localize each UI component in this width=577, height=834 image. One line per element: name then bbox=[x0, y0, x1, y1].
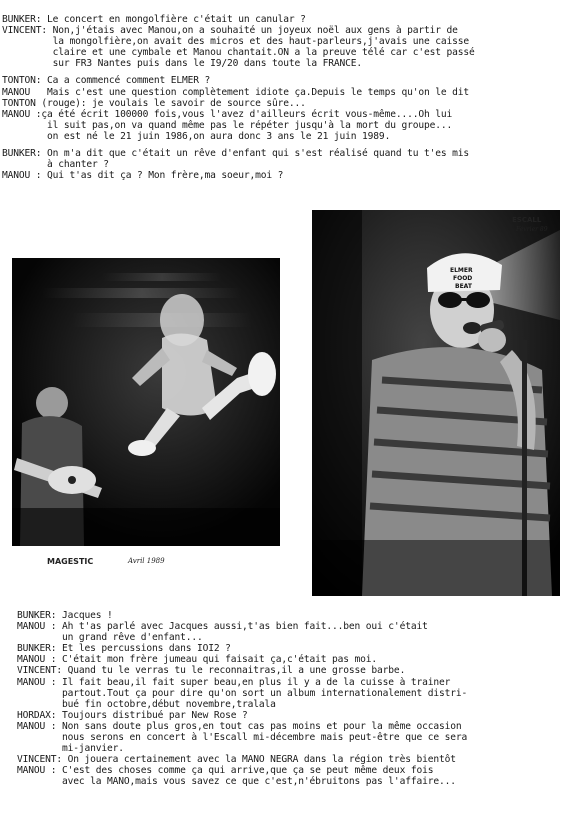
bottom-interview-line: MANOU : C'était mon frère jumeau qui faisait ça,c'était pas moi. bbox=[17, 654, 378, 666]
bottom-interview-line: MANOU : C'est des choses comme ça qui arrive,que ça se peut même deux fois bbox=[17, 765, 434, 777]
bottom-interview-line: HORDAX: Toujours distribué par New Rose ? bbox=[17, 709, 248, 721]
bottom-interview-line: partout.Tout ça pour dire qu'on sort un album internationalement distri- bbox=[17, 687, 468, 699]
bottom-interview-line: VINCENT: On jouera certainement avec la MANO NEGRA dans la région très bientôt bbox=[17, 754, 456, 766]
bottom-interview-line: nous serons en concert à l'Escall mi-décembre mais peut-être que ce sera bbox=[17, 732, 468, 744]
top-interview-line: claire et une cymbale et Manou chantait.ON a la preuve télé car c'est passé bbox=[2, 47, 475, 59]
top-interview-line: BUNKER: Le concert en mongolfière c'était un canular ? bbox=[2, 14, 306, 25]
top-interview-line: MANOU Mais c'est une question complètement idiote ça.Depuis le temps qu'on le dit bbox=[2, 86, 469, 98]
bottom-interview-line: BUNKER: Jacques ! bbox=[17, 610, 113, 621]
svg-text:BEAT: BEAT bbox=[455, 283, 472, 290]
bottom-interview-line: un grand rêve d'enfant... bbox=[17, 632, 203, 644]
bottom-interview-line: bué fin octobre,début novembre,tralala bbox=[17, 698, 276, 710]
top-interview-line: TONTON: Ca a commencé comment ELMER ? bbox=[2, 75, 211, 87]
top-interview-line: MANOU : Qui t'as dit ça ? Mon frère,ma soeur,moi ? bbox=[2, 170, 284, 182]
bottom-interview-line: mi-janvier. bbox=[17, 743, 124, 755]
svg-text:FOOD: FOOD bbox=[453, 275, 473, 282]
top-interview-text bbox=[2, 14, 475, 181]
bottom-interview-line: MANOU : Ah t'as parlé avec Jacques aussi,t'as bien fait...ben oui c'était bbox=[17, 621, 428, 633]
bottom-interview-text bbox=[17, 610, 467, 788]
bottom-interview-line: avec la MANO,mais vous savez ce que c'est,n'ébruitons pas l'affaire... bbox=[17, 776, 456, 788]
top-interview-line: sur FR3 Nantes puis dans le I9/20 dans toute la FRANCE. bbox=[2, 58, 363, 70]
right-photo-caption: ESCALL bbox=[512, 216, 542, 224]
top-interview-line: TONTON (rouge): je voulais le savoir de source sûre... bbox=[2, 97, 306, 109]
top-interview-line: à chanter ? bbox=[2, 159, 109, 171]
right-concert-photo bbox=[312, 210, 560, 596]
bottom-interview-line: BUNKER: Et les percussions dans IOI2 ? bbox=[17, 643, 231, 655]
bottom-interview-line: VINCENT: Quand tu le verras tu le reconnaitras,il a une grosse barbe. bbox=[17, 665, 406, 677]
top-interview-line: on est né le 21 juin 1986,on aura donc 3 ans le 21 juin 1989. bbox=[2, 130, 391, 142]
svg-text:ELMER: ELMER bbox=[450, 267, 473, 274]
bottom-interview-line: MANOU : Il fait beau,il fait super beau,en plus il y a de la cuisse à trainer bbox=[17, 676, 451, 688]
top-interview-line: il suit pas,on va quand même pas le répéter jusqu'à la mort du groupe... bbox=[2, 119, 453, 131]
left-photo-date: Avril 1989 bbox=[128, 557, 165, 565]
top-interview-line: MANOU :ça été écrit 100000 fois,vous l'avez d'ailleurs écrit vous-même....Oh lui bbox=[2, 108, 453, 120]
top-interview-line: la mongolfière,on avait des micros et des haut-parleurs,j'avais une caisse bbox=[2, 36, 469, 48]
top-interview-line: BUNKER: On m'a dit que c'était un rêve d'enfant qui s'est réalisé quand tu t'es mis bbox=[2, 148, 469, 160]
left-photo-caption: MAGESTIC bbox=[47, 557, 94, 566]
left-concert-photo bbox=[12, 258, 280, 546]
right-photo-date: Février 89 bbox=[516, 226, 548, 233]
top-interview-line: VINCENT: Non,j'étais avec Manou,on a souhaité un joyeux noël aux gens à partir de bbox=[2, 25, 458, 37]
bottom-interview-line: MANOU : Non sans doute plus gros,en tout cas pas moins et pour la même occasion bbox=[17, 720, 462, 732]
